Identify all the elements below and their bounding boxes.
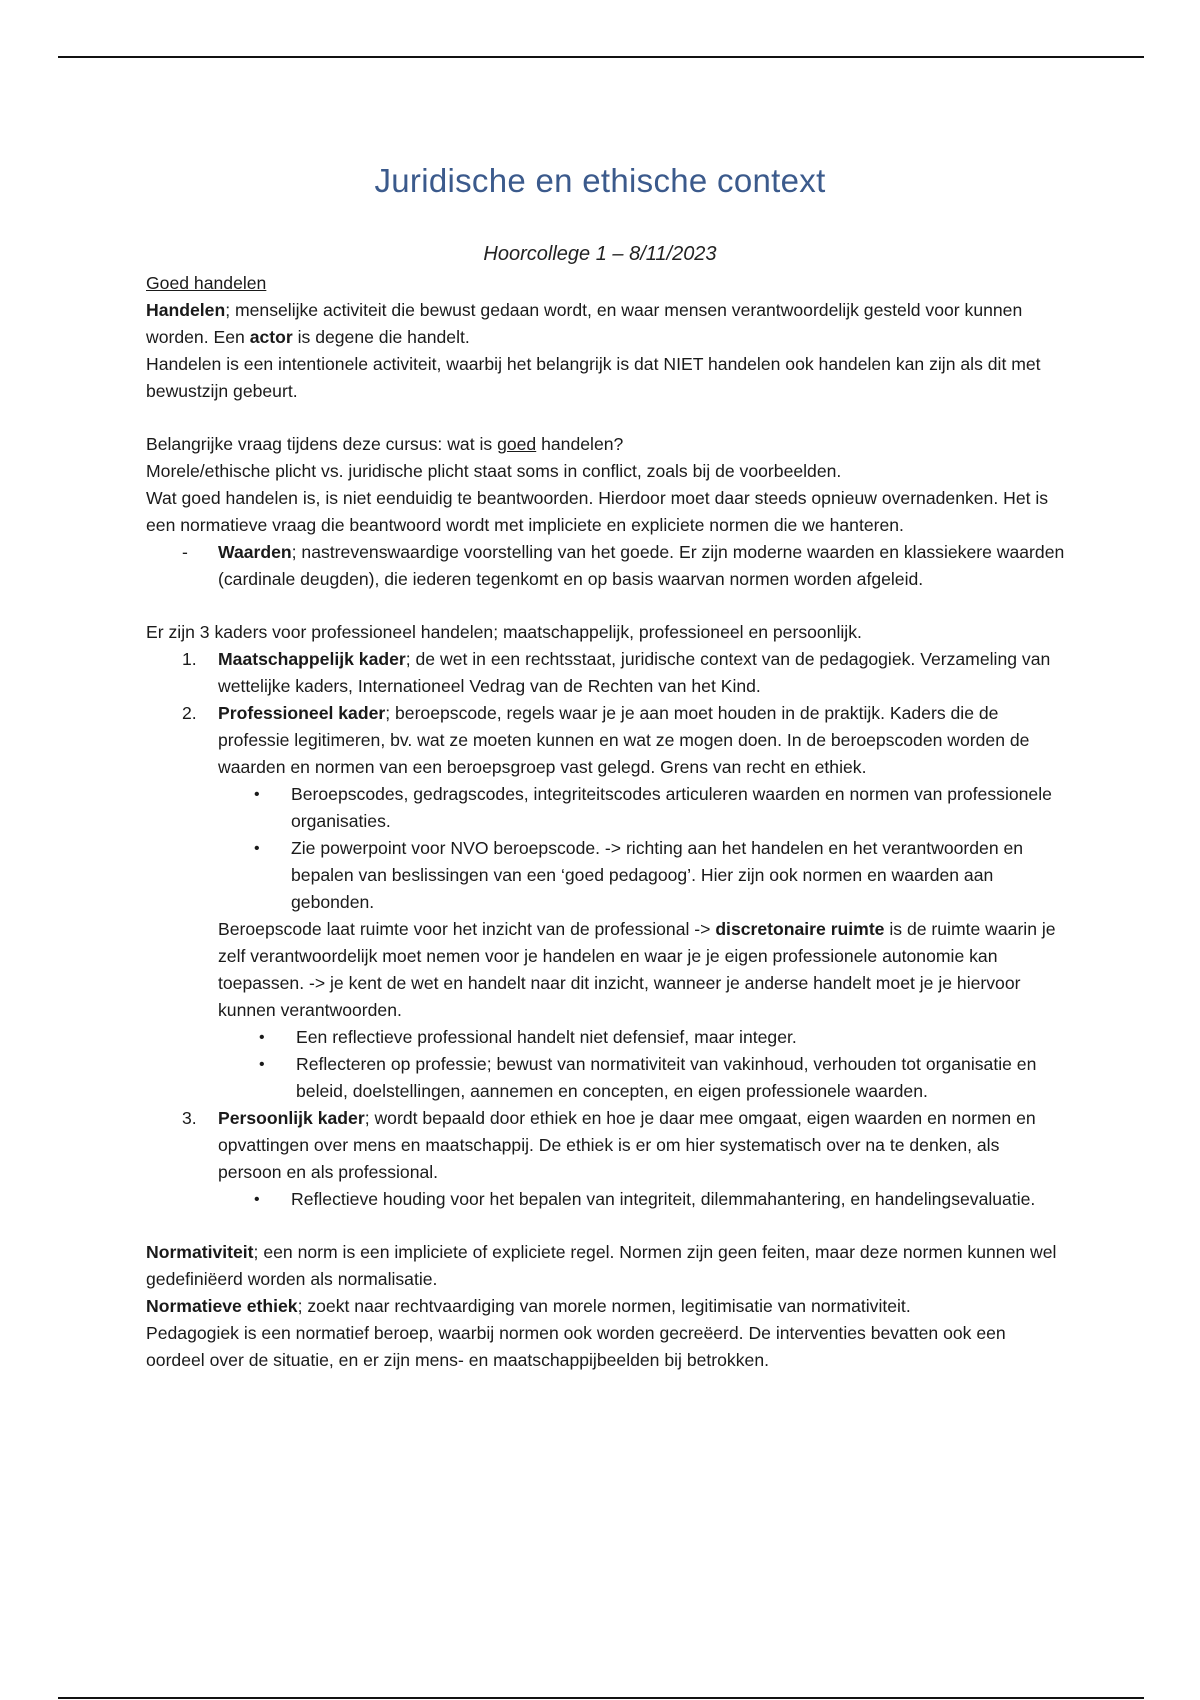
bullet-reflectieve-professional: • Een reflectieve professional handelt niet defensief, maar integer. [259,1027,797,1047]
bullet-reflectieve-houding: • Reflectieve houding voor het bepalen van integriteit, dilemmahantering, en handelingsevaluatie. [254,1189,1036,1209]
header-rule [58,56,1144,58]
paragraph-vraag: Belangrijke vraag tijdens deze cursus: wat is goed handelen? [146,434,624,454]
paragraph-goed-handelen: Wat goed handelen is, is niet eenduidig te beantwoorden. Hierdoor moet daar steeds opnieuw overnadenken. Het is een normatieve vraag die beantwoord wordt met impliciete en expliciete normen die we hanteren. [146,488,1049,535]
list-item-persoonlijk-kader: 3. Persoonlijk kader; wordt bepaald door ethiek en hoe je daar mee omgaat, eigen waarden en normen en opvattingen over mens en maatschappij. De ethiek is er om hier systematisch over na te denken, als persoon en als professional. [182,1108,1036,1182]
footer-rule [58,1697,1144,1699]
paragraph-normativiteit: Normativiteit; een norm is een impliciete of expliciete regel. Normen zijn geen feiten, maar deze normen kunnen wel gedefiniëerd worden als normalisatie. [146,1242,1057,1289]
paragraph-handelen: Handelen; menselijke activiteit die bewust gedaan wordt, en waar mensen verantwoordelijk gesteld voor kunnen worden. Een actor is degene die handelt. [146,300,1023,347]
bullet-reflecteren: • Reflecteren op professie; bewust van normativiteit van vakinhoud, verhouden tot organisatie en beleid, doelstellingen, aannemen en concepten, en eigen professionele waarden. [259,1054,1037,1101]
list-item-waarden: - Waarden; nastrevenswaardige voorstelling van het goede. Er zijn moderne waarden en klassiekere waarden (cardinale deugden), die iederen tegenkomt en op basis waarvan normen worden afgeleid. [182,542,1065,589]
section-heading: Goed handelen [146,273,267,293]
paragraph-kaders: Er zijn 3 kaders voor professioneel handelen; maatschappelijk, professioneel en persoonlijk. [146,622,862,642]
document-title: Juridische en ethische context [374,162,826,199]
paragraph-pedagogiek: Pedagogiek is een normatief beroep, waarbij normen ook worden gecreëerd. De interventies bevatten ook een oordeel over de situatie, en er zijn mens- en maatschappijbeelden bij betrokken. [146,1323,1006,1370]
document-subtitle: Hoorcollege 1 – 8/11/2023 [483,243,717,265]
paragraph-discretionaire-ruimte: Beroepscode laat ruimte voor het inzicht van de professional -> discretonaire ruimte is de ruimte waarin je zelf verantwoordelijk moet nemen voor je handelen en waar je je eigen professionele autonomie kan toepassen. -> je kent de wet en handelt naar dit inzicht, wanneer je anderse handelt moet je je hiervoor kunnen verantwoorden. [218,919,1056,1020]
bullet-beroepscodes: • Beroepscodes, gedragscodes, integriteitscodes articuleren waarden en normen van professionele organisaties. [254,784,1052,831]
document-body [146,270,1066,1374]
list-item-maatschappelijk-kader: 1. Maatschappelijk kader; de wet in een rechtsstaat, juridische context van de pedagogiek. Verzameling van wettelijke kaders, Internationeel Vedrag van de Rechten van het Kind. [182,649,1051,696]
list-item-professioneel-kader: 2. Professioneel kader; beroepscode, regels waar je je aan moet houden in de praktijk. Kaders die de professie legitimeren, bv. wat ze moeten kunnen en wat ze mogen doen. In de beroepscoden worden de waarden en normen van een beroepsgroep vast gelegd. Grens van recht en ethiek. [182,703,1030,777]
paragraph-plicht: Morele/ethische plicht vs. juridische plicht staat soms in conflict, zoals bij de voorbeelden. [146,461,842,481]
paragraph-normatieve-ethiek: Normatieve ethiek; zoekt naar rechtvaardiging van morele normen, legitimisatie van normativiteit. [146,1296,911,1316]
paragraph-intentioneel: Handelen is een intentionele activiteit, waarbij het belangrijk is dat NIET handelen ook handelen kan zijn als dit met bewustzijn gebeurt. [146,354,1041,401]
bullet-powerpoint: • Zie powerpoint voor NVO beroepscode. -> richting aan het handelen en het verantwoorden en bepalen van beslissingen van een ‘goed pedagoog’. Hier zijn ook normen en waarden aan gebonden. [254,838,1024,912]
